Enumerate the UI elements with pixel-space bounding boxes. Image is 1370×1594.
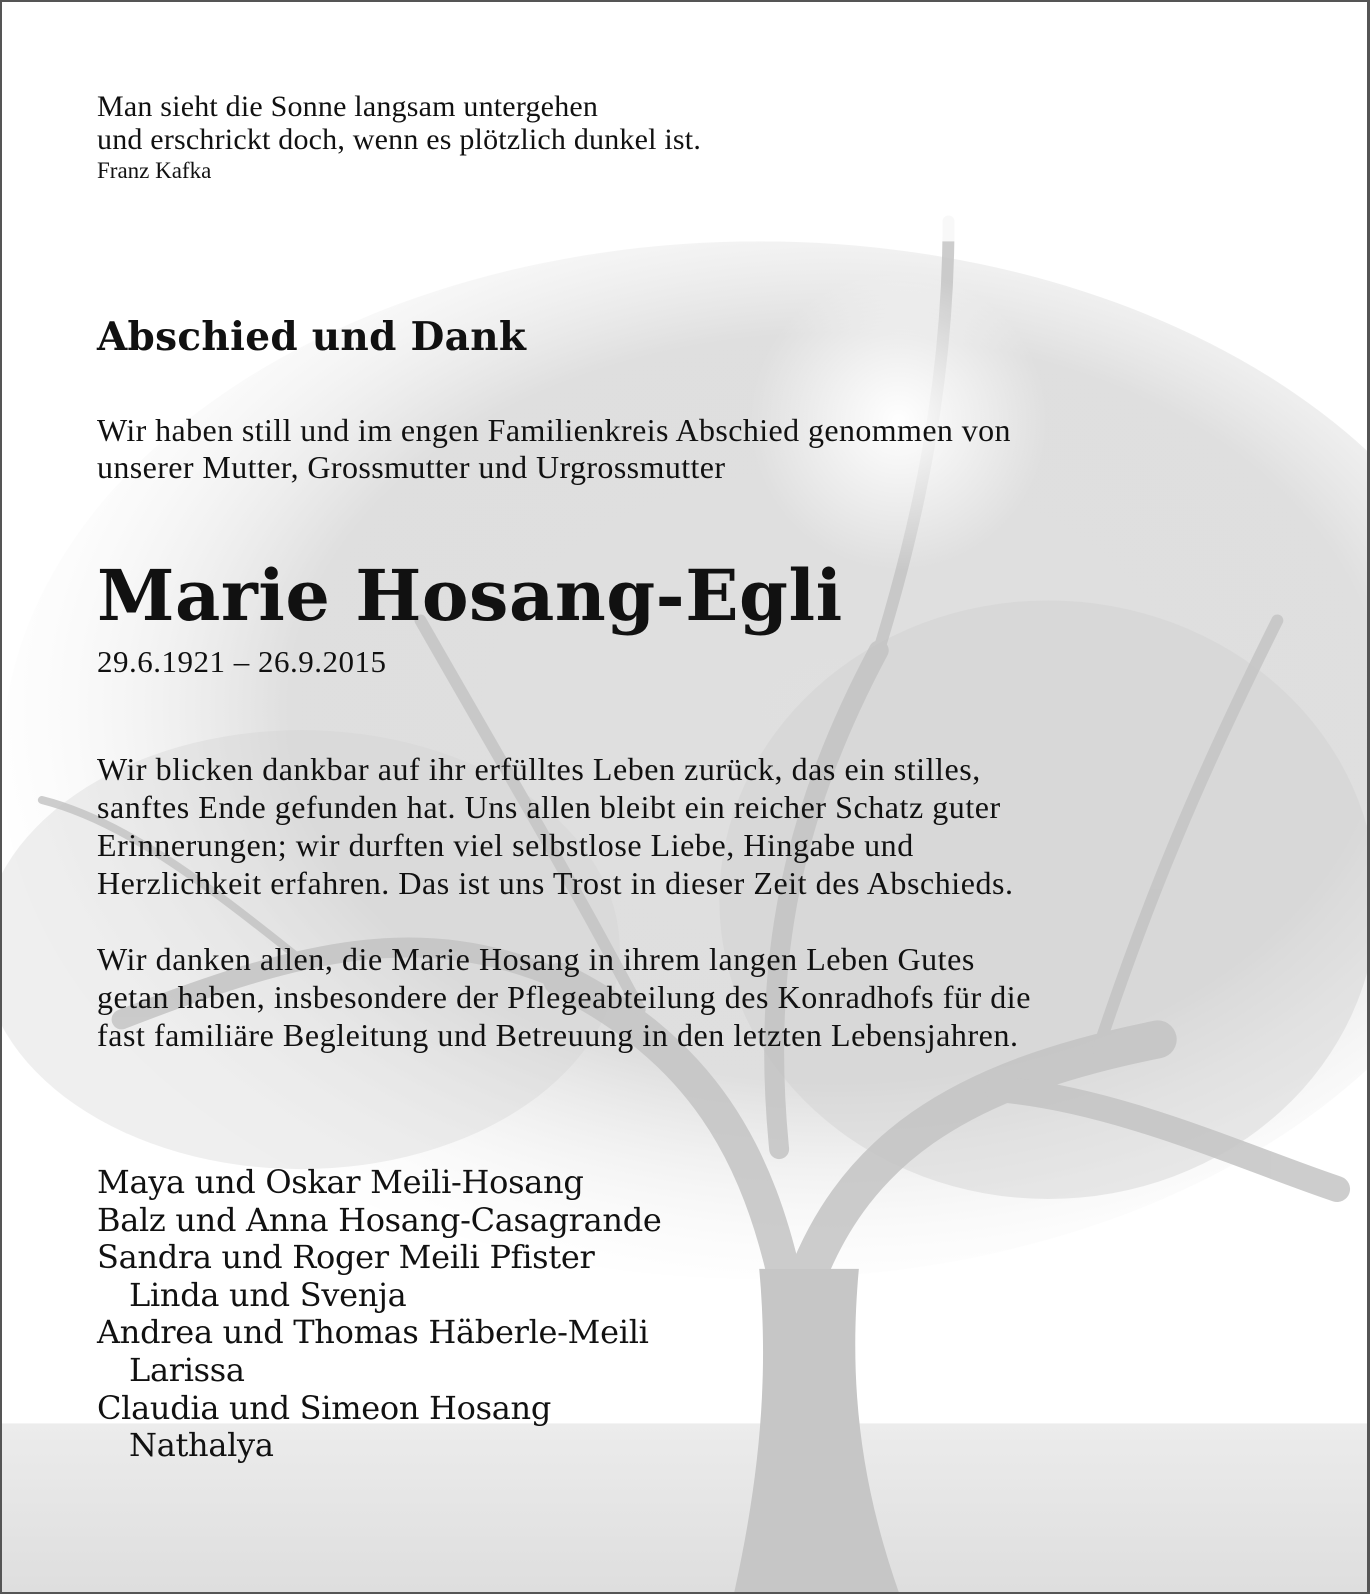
quote-line: und erschrickt doch, wenn es plötzlich dunkel ist.: [97, 123, 702, 156]
gratitude-paragraph: [97, 750, 1014, 902]
paragraph-line: Wir danken allen, die Marie Hosang in ihrem langen Leben Gutes: [97, 941, 975, 977]
paragraph-line: Erinnerungen; wir durften viel selbstlose Liebe, Hingabe und: [97, 827, 914, 863]
intro-line: unserer Mutter, Grossmutter und Urgrossmutter: [97, 449, 726, 485]
life-dates: 29.6.1921 – 26.9.2015: [97, 644, 387, 679]
paragraph-line: Herzlichkeit erfahren. Das ist uns Trost in dieser Zeit des Abschieds.: [97, 865, 1014, 901]
mourner-family: Sandra und Roger Meili Pfister: [97, 1238, 595, 1277]
paragraph-line: sanftes Ende gefunden hat. Uns allen bleibt ein reicher Schatz guter: [97, 789, 1001, 825]
paragraph-line: fast familiäre Begleitung und Betreuung in den letzten Lebensjahren.: [97, 1017, 1019, 1053]
mourner-family: Maya und Oskar Meili-Hosang: [97, 1163, 584, 1201]
mourners-list: [97, 1164, 662, 1465]
thanks-paragraph: [97, 940, 1031, 1054]
mourner-child: Larissa: [129, 1350, 245, 1389]
mourner-family: Balz und Anna Hosang-Casagrande: [97, 1200, 662, 1239]
quote-author: Franz Kafka: [97, 158, 212, 183]
intro-line: Wir haben still und im engen Familienkreis Abschied genommen von: [97, 412, 1011, 448]
epigraph-quote: [97, 90, 701, 186]
deceased-name: Marie Hosang-Egli: [97, 554, 843, 637]
mourner-family: Claudia und Simeon Hosang: [97, 1388, 552, 1427]
mourner-child: Linda und Svenja: [129, 1275, 407, 1314]
mourner-family: Andrea und Thomas Häberle-Meili: [97, 1313, 649, 1352]
paragraph-line: getan haben, insbesondere der Pflegeabteilung des Konradhofs für die: [97, 979, 1031, 1015]
intro-text: [97, 412, 1011, 486]
notice-heading: Abschied und Dank: [97, 314, 527, 360]
paragraph-line: Wir blicken dankbar auf ihr erfülltes Leben zurück, das ein stilles,: [97, 751, 981, 787]
mourner-child: Nathalya: [129, 1426, 274, 1465]
quote-line: Man sieht die Sonne langsam untergehen: [97, 90, 599, 123]
